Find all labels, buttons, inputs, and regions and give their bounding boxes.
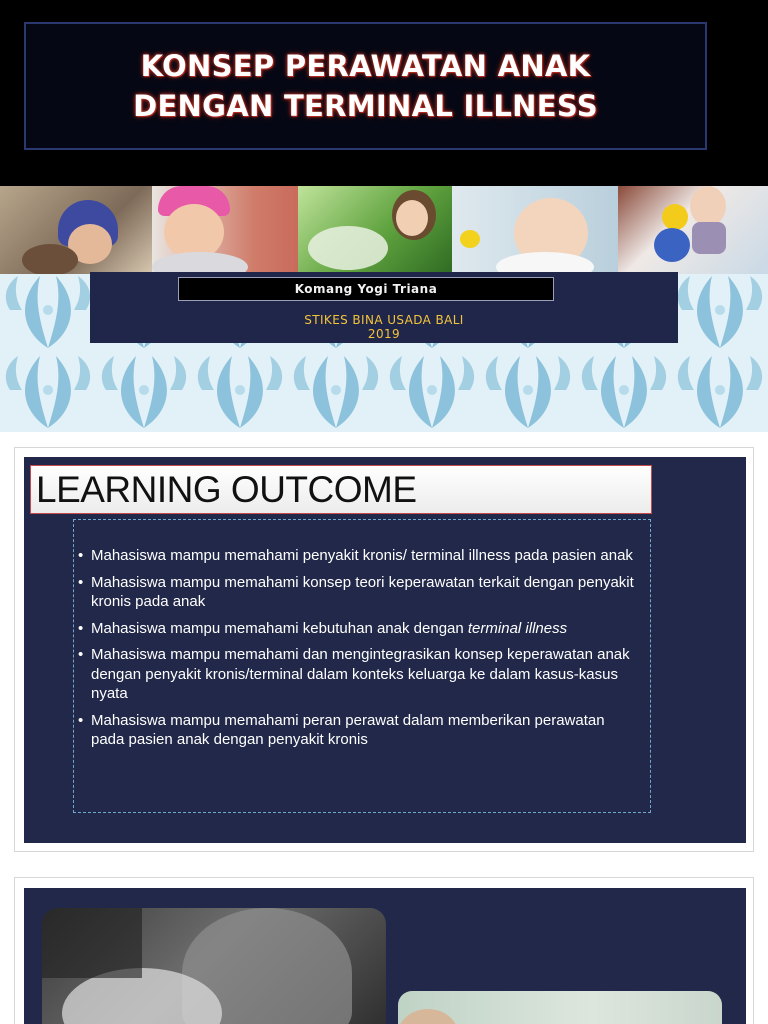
baby-flower-photo <box>452 186 618 274</box>
girl-flowers-photo <box>298 186 452 274</box>
bullet-icon: • <box>78 711 84 729</box>
title-slide <box>0 0 768 432</box>
photo-strip <box>0 186 768 274</box>
list-item <box>78 711 642 750</box>
child-bed-toy-photo <box>618 186 768 274</box>
bullet-icon: • <box>78 619 84 637</box>
parent-child-bw-photo <box>42 908 386 1024</box>
color-photo <box>398 991 722 1024</box>
photo-slide <box>14 877 754 1024</box>
list-item <box>78 645 642 704</box>
list-item <box>78 546 642 566</box>
bullet-icon: • <box>78 646 84 663</box>
bullet-icon: • <box>78 573 84 591</box>
slide-title-line-2: DENGAN TERMINAL ILLNESS <box>133 89 598 123</box>
list-item <box>78 573 642 612</box>
smiling-child-photo <box>152 186 298 274</box>
learning-outcome-heading: LEARNING OUTCOME <box>30 465 652 514</box>
learning-outcome-slide <box>14 447 754 852</box>
learning-outcome-list <box>73 519 651 813</box>
author-info-box <box>90 272 678 343</box>
list-item-text: Mahasiswa mampu memahami kebutuhan anak dengan <box>91 619 468 637</box>
list-item-text: Mahasiswa mampu memahami peran perawat dalam memberikan perawatan pada pasien anak dengan penyakit kronis <box>91 711 605 748</box>
list-item-text: Mahasiswa mampu memahami dan mengintegrasikan konsep keperawatan anak dengan penyakit kronis/terminal dalam konteks keluarga ke dalam kasus-kasus nyata <box>91 646 630 702</box>
bullet-icon: • <box>78 547 84 564</box>
list-item <box>78 619 642 639</box>
author-name: Komang Yogi Triana <box>178 277 554 301</box>
list-item-italic-text: terminal illness <box>467 619 568 637</box>
slide-title-line-1: KONSEP PERAWATAN ANAK <box>140 49 591 83</box>
list-item-text: Mahasiswa mampu memahami penyakit kronis/ terminal illness pada pasien anak <box>91 547 633 564</box>
child-headscarf-photo <box>0 186 152 274</box>
presentation-year: 2019 <box>367 327 401 341</box>
institution-name: STIKES BINA USADA BALI <box>304 313 464 327</box>
list-item-text: Mahasiswa mampu memahami konsep teori keperawatan terkait dengan penyakit kronis pada anak <box>91 573 634 610</box>
title-box <box>24 22 707 150</box>
photo-slide-panel <box>24 888 746 1024</box>
title-band <box>0 0 768 186</box>
learning-outcome-panel <box>24 457 746 843</box>
